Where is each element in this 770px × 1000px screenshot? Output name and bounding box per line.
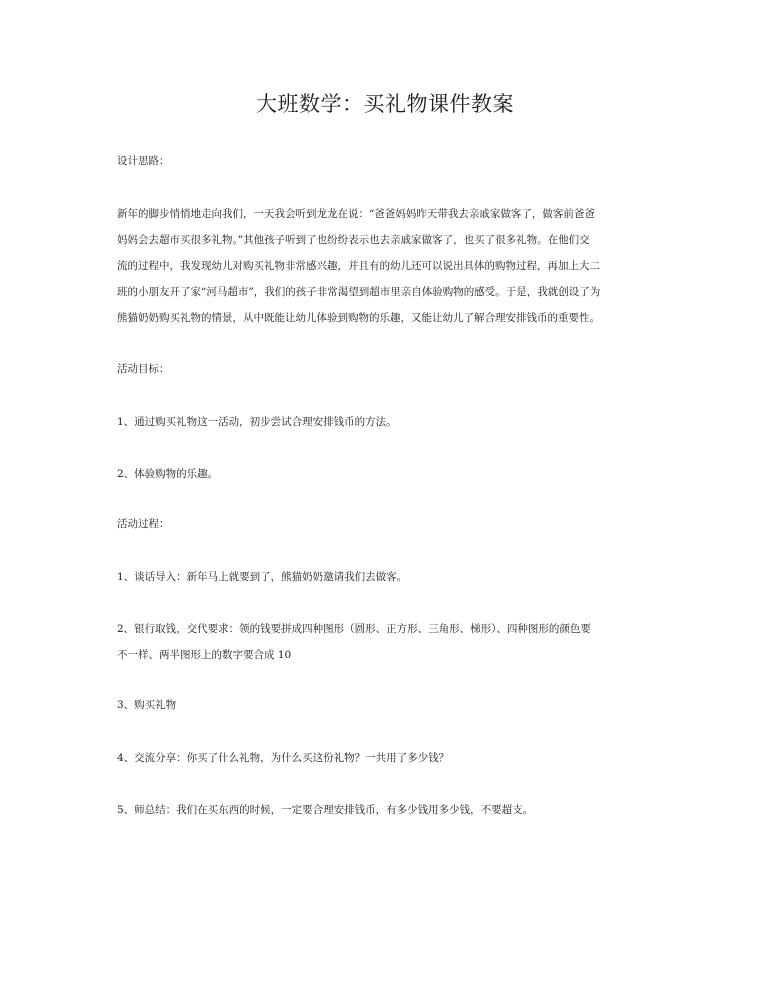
- section-heading-goals: 活动目标：: [117, 363, 170, 375]
- paragraph-line: 班的小朋友开了家“河马超市”，我们的孩子非常渴望到超市里亲自体验购物的感受。于是，我就创设了为: [117, 286, 601, 298]
- process-step-5: 5、师总结：我们在买东西的时候，一定要合理安排钱币，有多少钱用多少钱，不要超支。: [117, 804, 534, 816]
- paragraph-line: 2、银行取钱，交代要求：领的钱要拼成四种图形（圆形、正方形、三角形、梯形）、四种图形的颜色要: [117, 623, 591, 635]
- goal-item-1: 1、通过购买礼物这一活动，初步尝试合理安排钱币的方法。: [117, 416, 397, 428]
- paragraph-line: 新年的脚步悄悄地走向我们，一天我会听到龙龙在说：“爸爸妈妈昨天带我去亲戚家做客了，做客前爸爸: [117, 208, 595, 220]
- process-step-1: 1、谈话导入：新年马上就要到了，熊猫奶奶邀请我们去做客。: [117, 571, 408, 583]
- design-paragraph: [117, 201, 657, 331]
- goal-item-2: 2、体验购物的乐趣。: [117, 468, 219, 480]
- paragraph-line: 熊猫奶奶购买礼物的情景，从中既能让幼儿体验到购物的乐趣，又能让幼儿了解合理安排钱币的重要性。: [117, 312, 600, 324]
- section-heading-design: 设计思路：: [117, 155, 170, 167]
- process-step-4: 4、交流分享：你买了什么礼物，为什么买这份礼物？一共用了多少钱？: [117, 752, 450, 764]
- paragraph-line: 不一样、两半图形上的数字要合成 10: [117, 649, 292, 661]
- process-step-2: [117, 616, 657, 668]
- paragraph-line: 妈妈会去超市买很多礼物。”其他孩子听到了也纷纷表示也去亲戚家做客了，也买了很多礼物。在他们交: [117, 234, 590, 246]
- section-heading-process: 活动过程：: [117, 518, 170, 530]
- paragraph-line: 流的过程中，我发现幼儿对购买礼物非常感兴趣，并且有的幼儿还可以说出具体的购物过程，再加上大二: [117, 260, 600, 272]
- document-title: 大班数学：买礼物课件教案: [256, 92, 514, 116]
- process-step-3: 3、购买礼物: [117, 699, 177, 711]
